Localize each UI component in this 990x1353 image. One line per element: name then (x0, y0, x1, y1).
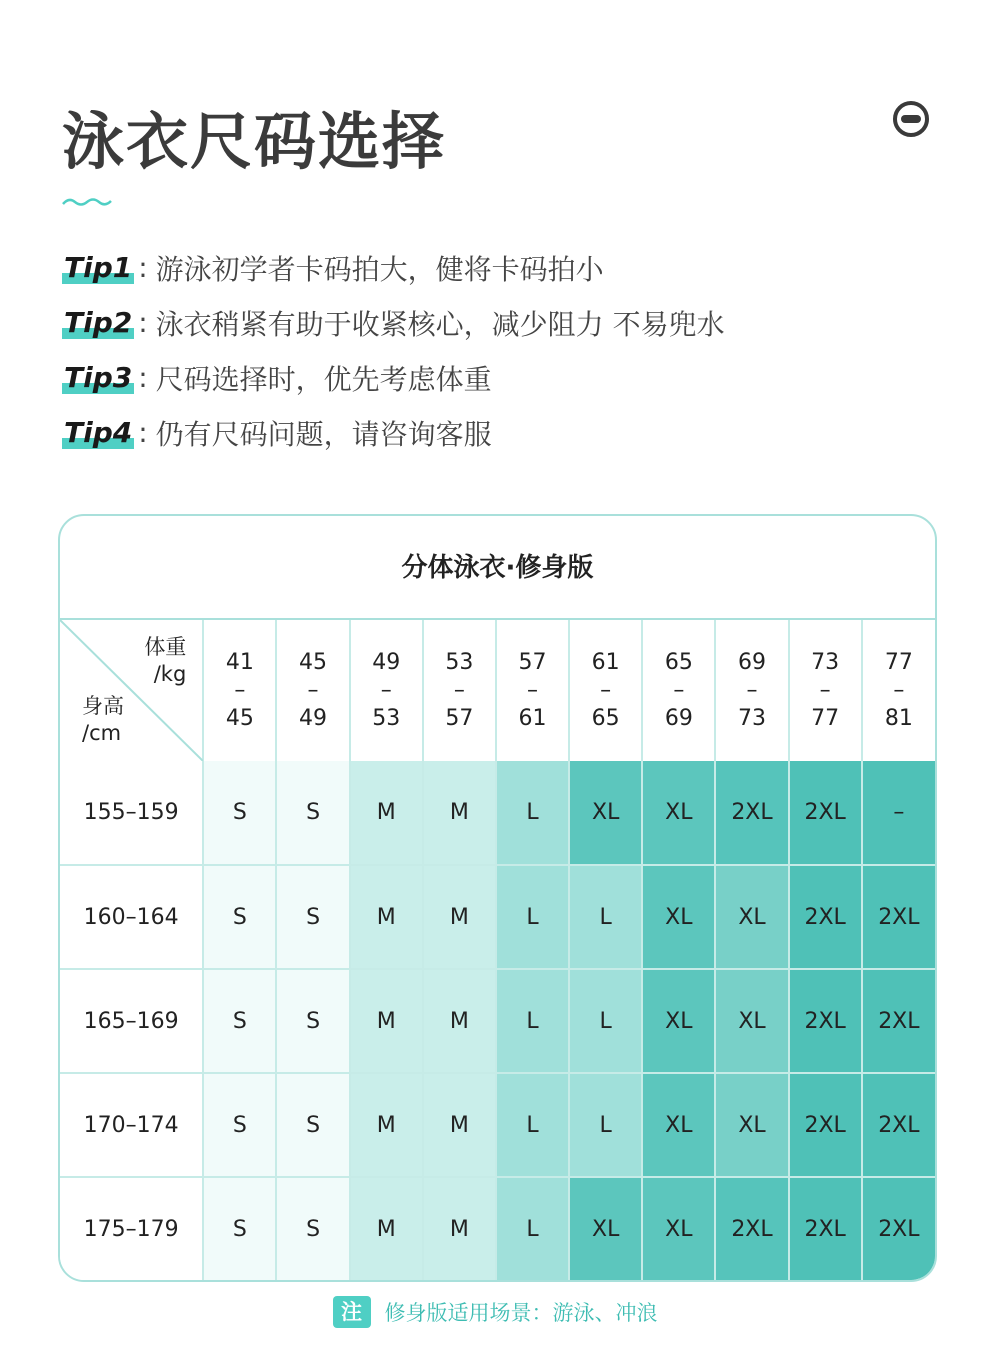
size-cell: S (276, 1177, 349, 1281)
weight-max: 57 (445, 705, 474, 731)
size-cell: S (276, 1073, 349, 1177)
note-badge: 注 (333, 1296, 371, 1328)
weight-dash: – (673, 677, 685, 703)
table-row (60, 1073, 935, 1177)
size-cell: L (496, 761, 569, 865)
size-cell: S (203, 969, 276, 1073)
size-cell: 2XL (789, 1177, 862, 1281)
tip-item: Tip4 : 仍有尺码问题，请咨询客服 (62, 405, 725, 460)
weight-dash: – (234, 677, 246, 703)
size-cell: S (203, 1177, 276, 1281)
size-cell: 2XL (715, 1177, 788, 1281)
size-cell: S (276, 761, 349, 865)
height-range-cell: 170–174 (60, 1073, 203, 1177)
size-cell: M (350, 1073, 423, 1177)
weight-dash: – (893, 677, 905, 703)
size-cell: XL (642, 761, 715, 865)
size-cell: M (423, 969, 496, 1073)
size-cell: S (203, 761, 276, 865)
table-row (60, 969, 935, 1073)
weight-min: 45 (299, 649, 328, 675)
tip-text: 泳衣稍紧有助于收紧核心，减少阻力 不易兜水 (155, 307, 725, 341)
height-range-cell: 175–179 (60, 1177, 203, 1281)
size-cell: 2XL (789, 865, 862, 969)
weight-max: 77 (811, 705, 840, 731)
size-cell: S (276, 969, 349, 1073)
weight-max: 73 (737, 705, 766, 731)
tip-item: Tip3 : 尺码选择时，优先考虑体重 (62, 350, 725, 405)
size-cell: M (350, 1177, 423, 1281)
size-cell: XL (715, 865, 788, 969)
weight-range-header (350, 620, 423, 761)
size-cell: 2XL (789, 969, 862, 1073)
table-row (60, 865, 935, 969)
weight-min: 53 (445, 649, 474, 675)
size-cell: XL (642, 865, 715, 969)
size-cell: L (569, 865, 642, 969)
weight-min: 61 (591, 649, 620, 675)
weight-min: 77 (884, 649, 913, 675)
size-cell: S (203, 865, 276, 969)
size-cell: S (203, 1073, 276, 1177)
weight-range-header (715, 620, 788, 761)
weight-max: 61 (518, 705, 547, 731)
size-cell: XL (569, 1177, 642, 1281)
weight-min: 73 (811, 649, 840, 675)
weight-range-header (203, 620, 276, 761)
tip-label: Tip3 (64, 361, 133, 394)
size-cell: L (569, 1073, 642, 1177)
tip-label: Tip1 (64, 251, 133, 284)
weight-max: 65 (591, 705, 620, 731)
weight-range-header (862, 620, 935, 761)
size-cell: XL (642, 969, 715, 1073)
size-cell: M (350, 865, 423, 969)
height-range-cell: 165–169 (60, 969, 203, 1073)
tip-text: 仍有尺码问题，请咨询客服 (155, 417, 492, 451)
size-cell: S (276, 865, 349, 969)
height-label: 身高 (82, 694, 124, 718)
weight-min: 69 (737, 649, 766, 675)
weight-min: 49 (372, 649, 401, 675)
weight-range-header (423, 620, 496, 761)
size-cell: 2XL (715, 761, 788, 865)
weight-max: 45 (225, 705, 254, 731)
table-corner-header (60, 620, 203, 761)
size-cell: L (496, 865, 569, 969)
weight-dash: – (453, 677, 465, 703)
weight-range-header (642, 620, 715, 761)
size-cell: – (862, 761, 935, 865)
size-cell: XL (569, 761, 642, 865)
weight-dash: – (380, 677, 392, 703)
size-cell: L (496, 969, 569, 1073)
weight-max: 81 (884, 705, 913, 731)
size-chart-title: 分体泳衣·修身版 (60, 516, 935, 620)
tip-item: Tip1 : 游泳初学者卡码拍大，健将卡码拍小 (62, 240, 725, 295)
weight-max: 53 (372, 705, 401, 731)
weight-range-header (496, 620, 569, 761)
size-cell: L (569, 969, 642, 1073)
size-cell: XL (642, 1073, 715, 1177)
weight-range-header (789, 620, 862, 761)
size-cell: 2XL (862, 1177, 935, 1281)
size-cell: M (423, 761, 496, 865)
tip-text: 游泳初学者卡码拍大，健将卡码拍小 (155, 252, 604, 286)
size-cell: 2XL (789, 1073, 862, 1177)
size-cell: 2XL (862, 969, 935, 1073)
weight-dash: – (527, 677, 539, 703)
weight-min: 41 (225, 649, 254, 675)
size-chart-table (60, 620, 935, 1281)
page-title: 泳衣尺码选择 (62, 105, 447, 178)
weight-dash: – (307, 677, 319, 703)
height-range-cell: 160–164 (60, 865, 203, 969)
size-cell: M (350, 761, 423, 865)
size-cell: M (423, 1073, 496, 1177)
size-chart-card (58, 514, 937, 1282)
weight-range-header (569, 620, 642, 761)
size-cell: 2XL (862, 865, 935, 969)
height-range-cell: 155–159 (60, 761, 203, 865)
weight-max: 49 (299, 705, 328, 731)
tip-text: 尺码选择时，优先考虑体重 (155, 362, 492, 396)
weight-range-header (276, 620, 349, 761)
size-cell: 2XL (862, 1073, 935, 1177)
size-cell: XL (642, 1177, 715, 1281)
tips-list (62, 240, 725, 460)
size-cell: L (496, 1177, 569, 1281)
weight-label: 体重 (144, 635, 187, 659)
size-cell: M (350, 969, 423, 1073)
size-cell: XL (715, 969, 788, 1073)
weight-max: 69 (664, 705, 693, 731)
weight-dash: – (600, 677, 612, 703)
swim-goggles-icon (892, 100, 930, 138)
weight-min: 57 (518, 649, 547, 675)
footnote (0, 1296, 990, 1328)
tip-item: Tip2 : 泳衣稍紧有助于收紧核心，减少阻力 不易兜水 (62, 295, 725, 350)
weight-min: 65 (664, 649, 693, 675)
height-unit: /cm (82, 721, 122, 745)
size-cell: 2XL (789, 761, 862, 865)
table-row (60, 761, 935, 865)
size-cell: XL (715, 1073, 788, 1177)
weight-dash: – (819, 677, 831, 703)
tip-label: Tip4 (64, 416, 133, 449)
wave-divider-icon (62, 196, 112, 208)
table-row (60, 1177, 935, 1281)
weight-dash: – (746, 677, 758, 703)
footnote-text: 修身版适用场景：游泳、冲浪 (384, 1301, 658, 1325)
weight-unit: /kg (153, 662, 187, 686)
size-cell: M (423, 1177, 496, 1281)
size-cell: M (423, 865, 496, 969)
size-cell: L (496, 1073, 569, 1177)
tip-label: Tip2 (64, 306, 133, 339)
